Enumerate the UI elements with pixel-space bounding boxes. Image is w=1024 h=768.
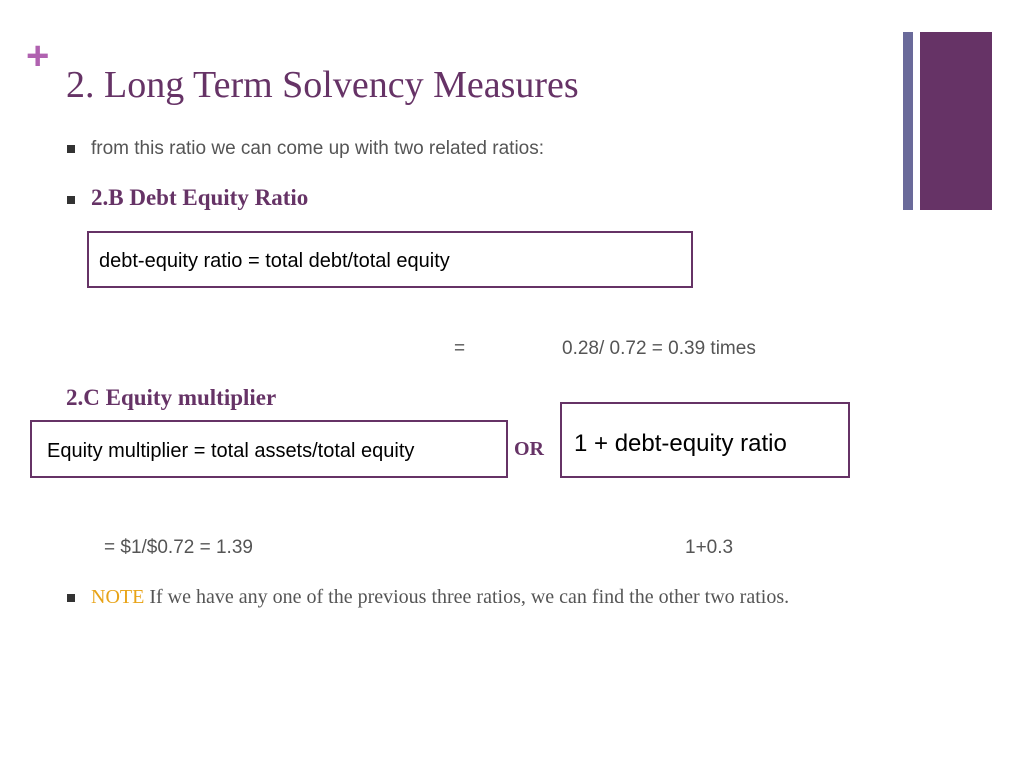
debt-equity-heading: 2.B Debt Equity Ratio [91, 185, 309, 210]
equity-multiplier-formula: Equity multiplier = total assets/total equity [47, 440, 415, 462]
note-text: If we have any one of the previous three ratios, we can find the other two ratios. [144, 586, 790, 608]
debt-equity-calculation: 0.28/ 0.72 = 0.39 times [562, 338, 756, 359]
bullet-icon [67, 145, 75, 153]
equity-multiplier-heading: 2.C Equity multiplier [66, 385, 277, 410]
alt-calculation: 1+0.3 [685, 537, 734, 558]
debt-equity-formula: debt-equity ratio = total debt/total equity [99, 250, 450, 272]
or-label: OR [514, 438, 544, 460]
equity-multiplier-formula-box [30, 420, 508, 478]
equals-sign: = [454, 338, 466, 359]
bullet-icon [67, 196, 75, 204]
alt-formula-box [560, 402, 850, 478]
note-label: NOTE [91, 586, 145, 608]
equity-multiplier-calculation: = $1/$0.72 = 1.39 [104, 537, 253, 558]
alt-formula: 1 + debt-equity ratio [574, 430, 787, 457]
decorative-bar-thin [903, 32, 913, 210]
slide-title: 2. Long Term Solvency Measures [66, 64, 579, 106]
decorative-bar-thick [920, 32, 992, 210]
bullet-icon [67, 594, 75, 602]
intro-text: from this ratio we can come up with two related ratios: [91, 138, 545, 159]
note-paragraph [91, 586, 881, 608]
debt-equity-formula-box [87, 231, 693, 288]
plus-icon: + [26, 34, 50, 78]
